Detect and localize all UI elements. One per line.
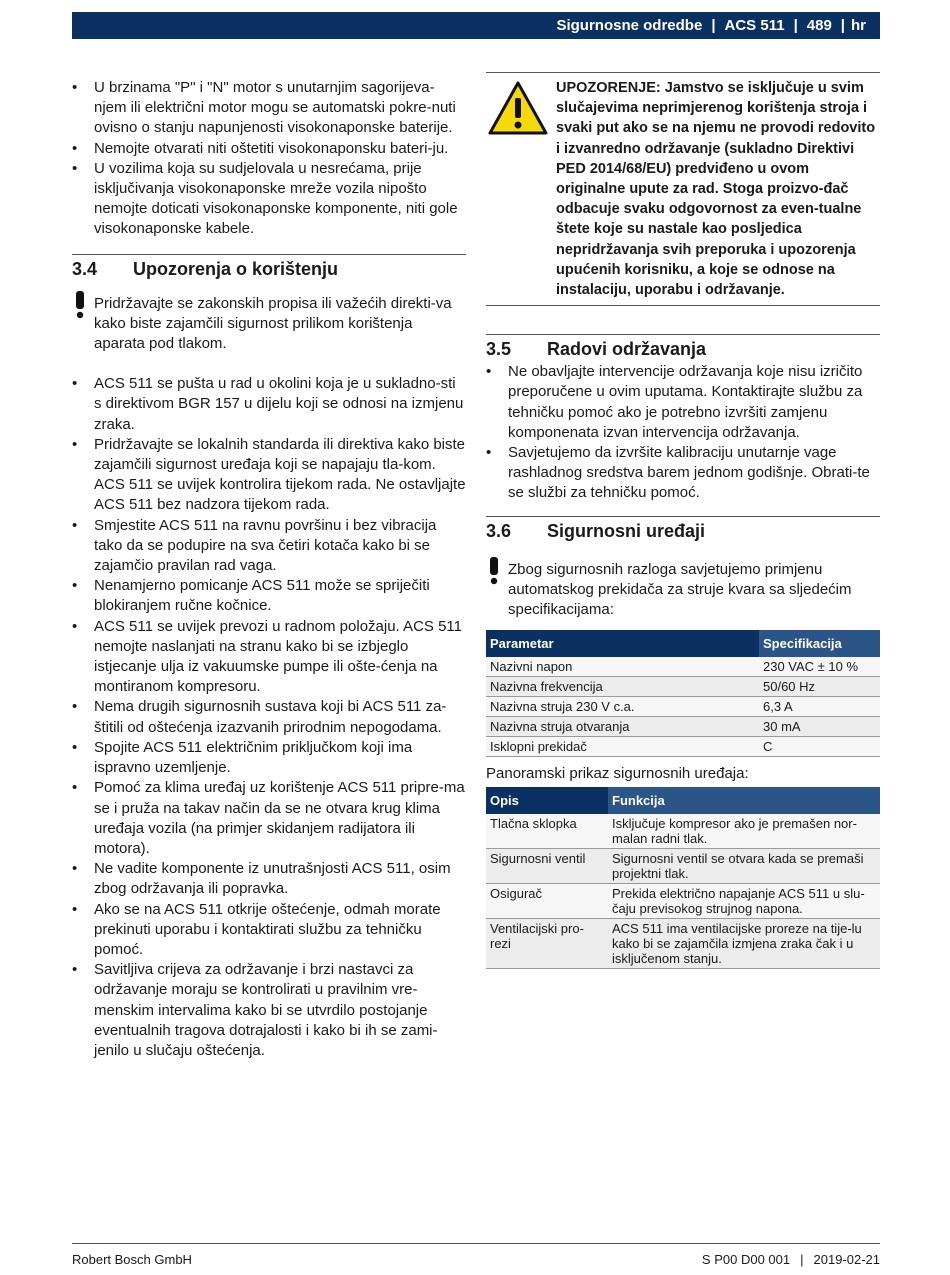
list-item: • Pridržavajte se lokalnih standarda ili direktiva kako biste zajamčili sigurnost uređaja koji se napajaju tla-kom. ACS 511 se uvijek kontrolira tijekom rada. Ne ostavljajte ACS 511 bez nadzora tijekom rada. <box>72 435 466 516</box>
left-column <box>72 72 466 1061</box>
footer-doc-info <box>702 1252 880 1267</box>
warning-box <box>486 72 880 306</box>
overview-label: Panoramski prikaz sigurnosnih uređaja: <box>486 765 749 783</box>
list-item: • Spojite ACS 511 električnim priključkom koji ima ispravno uzemljenje. <box>72 738 466 778</box>
exclamation-icon <box>74 289 86 319</box>
footer-date: 2019-02-21 <box>813 1252 880 1267</box>
list-item: • U vozilima koja su sudjelovala u nesrećama, prije isključivanja visokonaponske mreže vozila nipošto nemojte doticati visokonaponske komponente, niti gole visokonaponske kabele. <box>72 159 466 240</box>
section-number: 3.5 <box>486 339 512 360</box>
table-cell: ACS 511 ima ventilacijske proreze na tije-lu kako bi se zajamčila izmjena zraka čak i u isključenom stanju. <box>608 919 880 969</box>
table-row <box>486 717 880 737</box>
column-header: Parametar <box>486 630 759 657</box>
note-text: Zbog sigurnosnih razloga savjetujemo primjenu automatskog prekidača za struje kvara sa sljedećim specifikacijama: <box>508 560 852 619</box>
list-item: • ACS 511 se uvijek prevozi u radnom položaju. ACS 511 nemojte naslanjati na stranu kako bi se izbjeglo istjecanje ulja iz vakuumske pumpe ili ošte-ćenja na montiranom kompresoru. <box>72 617 466 698</box>
table-cell: Nazivna struja otvaranja <box>486 717 759 737</box>
list-item: • Ne vadite komponente iz unutrašnjosti ACS 511, osim zbog održavanja ili popravka. <box>72 859 466 899</box>
warning-text: UPOZORENJE: Jamstvo se isključuje u svim slučajevima neprimjerenog korištenja stroja i svaki put ako se na njemu ne provodi redovito i izvanredno održavanje (sukladno Direktivi PED 2014/68/EU) predviđeno u ovom originalne upute za rad. Stoga proizvo-đač odbacuje svaku odgovornost za even-tualne štete koje su nastale kao posljedica nepridržavanja svih preporuka i upozorenja upućenih korisniku, a koje se odnose na instalaciju, uporabu i održavanje. <box>556 80 876 299</box>
section-title: Upozorenja o korištenju <box>133 258 339 279</box>
rcd-spec-table <box>486 630 880 757</box>
table-cell: Tlačna sklopka <box>486 814 608 849</box>
table-cell: Sigurnosni ventil se otvara kada se premaši projektni tlak. <box>608 849 880 884</box>
table-cell: Osigurač <box>486 884 608 919</box>
table-cell: C <box>759 737 880 757</box>
note <box>486 560 880 621</box>
column-header: Specifikacija <box>759 630 880 657</box>
exclamation-icon <box>488 555 500 585</box>
table-row <box>486 677 880 697</box>
table-row <box>486 657 880 677</box>
list-item: • Savitljiva crijeva za održavanje i brzi nastavci za održavanje moraju se kontrolirati u pravilnim vre-menskim intervalima kako bi se utvrdilo postojanje eventualnih tragova dotrajalosti i kako bi ih se zami-jenilo u slučaju oštećenja. <box>72 960 466 1061</box>
footer-separator: | <box>800 1252 804 1267</box>
header-product: ACS 511 <box>724 17 785 34</box>
section-heading-3-5 <box>486 334 880 360</box>
section-title: Sigurnosni uređaji <box>547 520 706 541</box>
table-header-row <box>486 787 880 814</box>
section-number: 3.6 <box>486 520 512 541</box>
table-row <box>486 884 880 919</box>
warning-triangle-icon <box>488 81 548 135</box>
list-item: • Ako se na ACS 511 otkrije oštećenje, odmah morate prekinuti uporabu i kontaktirati službu za tehničku pomoć. <box>72 900 466 961</box>
table-cell: Nazivna frekvencija <box>486 677 759 697</box>
list-item: • Nemojte otvarati niti oštetiti visokonaponsku bateri-ju. <box>72 139 466 159</box>
table-row <box>486 737 880 757</box>
column-header: Funkcija <box>608 787 880 814</box>
section-number: 3.4 <box>72 258 98 279</box>
column-header: Opis <box>486 787 608 814</box>
table-row <box>486 697 880 717</box>
list-item: • Ne obavljajte intervencije održavanja koje nisu izričito preporučene u ovim uputama. Kontaktirajte službu za tehničku pomoć ako je potrebno izvršiti zamjenu komponenata izvan intervencija održavanja. <box>486 362 880 443</box>
table-cell: 50/60 Hz <box>759 677 880 697</box>
header-section: Sigurnosne odredbe <box>556 17 703 34</box>
list-item: • Nema drugih sigurnosnih sustava koji bi ACS 511 za-štitili od oštećenja izazvanih prirodnim nepogodama. <box>72 697 466 737</box>
table-cell: Isključuje kompresor ako je premašen nor-malan radni tlak. <box>608 814 880 849</box>
table-header-row <box>486 630 880 657</box>
list-item: • Savjetujemo da izvršite kalibraciju unutarnje vage rashladnog sredstva barem jednom godišnje. Obrati-te se službi za tehničku pomoć. <box>486 443 880 504</box>
table-cell: 30 mA <box>759 717 880 737</box>
intro-bullet-list <box>72 78 466 240</box>
list-item: • U brzinama "P" i "N" motor s unutarnjim sagorijeva-njem ili električni motor mogu se automatski pokre-nuti ovisno o stanju napunjenosti visokonaponske baterije. <box>72 78 466 139</box>
footer-doc-number: S P00 D00 001 <box>701 1252 791 1267</box>
maintenance-list <box>486 362 880 503</box>
list-item: • ACS 511 se pušta u rad u okolini koja je u sukladno-sti s direktivom BGR 157 u dijelu koji se odnosi na izmjenu zraka. <box>72 374 466 435</box>
list-item: • Pomoć za klima uređaj uz korištenje ACS 511 pripre-ma se i pruža na takav način da se ne otvara krug klima uređaja vozila (na primjer skidanjem radijatora ili motora). <box>72 778 466 859</box>
table-cell: Nazivni napon <box>486 657 759 677</box>
table-cell: Sigurnosni ventil <box>486 849 608 884</box>
table-row <box>486 814 880 849</box>
table-cell: 6,3 A <box>759 697 880 717</box>
table-cell: 230 VAC ± 10 % <box>759 657 880 677</box>
page-header: Sigurnosne odredbe | ACS 511 | 489 | hr <box>72 12 880 39</box>
header-page-number: 489 <box>806 17 832 34</box>
note-text: Pridržavajte se zakonskih propisa ili važećih direkti-va kako biste zajamčili sigurnost prilikom korištenja aparata pod tlakom. <box>94 294 452 353</box>
table-cell: Isklopni prekidač <box>486 737 759 757</box>
usage-warnings-list <box>72 374 466 1061</box>
list-item: • Smjestite ACS 511 na ravnu površinu i bez vibracija tako da se podupire na sva četiri kotača kako bi se zajamčio pravilan rad vaga. <box>72 516 466 577</box>
table-row <box>486 919 880 969</box>
page-footer <box>72 1243 880 1267</box>
section-heading-3-4 <box>72 254 466 280</box>
footer-company: Robert Bosch GmbH <box>72 1252 192 1267</box>
right-column <box>486 72 880 969</box>
section-heading-3-6 <box>486 516 880 542</box>
section-title: Radovi održavanja <box>547 339 707 360</box>
list-item: • Nenamjerno pomicanje ACS 511 može se spriječiti blokiranjem ručne kočnice. <box>72 576 466 616</box>
note <box>72 294 466 355</box>
table-cell: Nazivna struja 230 V c.a. <box>486 697 759 717</box>
safety-devices-table <box>486 787 880 969</box>
table-cell: Ventilacijski pro-rezi <box>486 919 608 969</box>
header-language: hr <box>851 17 866 34</box>
table-row <box>486 849 880 884</box>
table-cell: Prekida električno napajanje ACS 511 u slu-čaju previsokog strujnog napona. <box>608 884 880 919</box>
